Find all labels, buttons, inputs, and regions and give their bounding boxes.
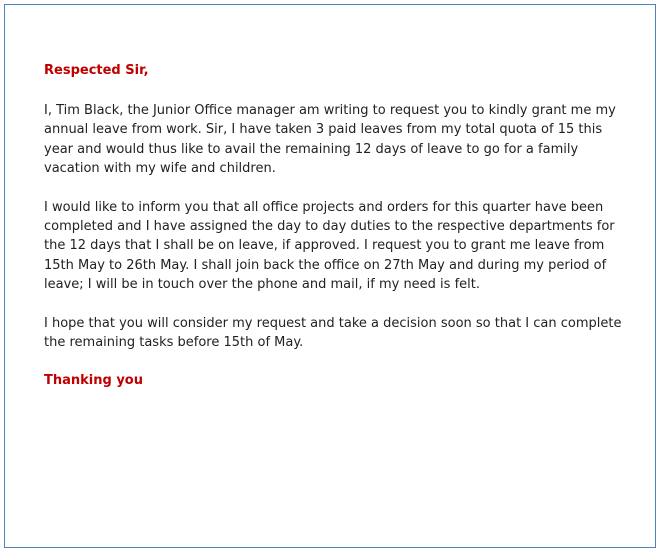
letter-frame: [4, 4, 656, 548]
paragraph-intro: I, Tim Black, the Junior Office manager am writing to request you to kindly grant me my annual leave from work. Sir, I have taken 3 paid leaves from my total quota of 15 this year and would thus like to avail the remaining 12 days of leave to go for a family vacation with my wife and children.: [44, 103, 616, 176]
salutation: Respected Sir,: [44, 63, 149, 78]
paragraph-request: I hope that you will consider my request and take a decision soon so that I can complete the remaining tasks before 15th of May.: [44, 316, 622, 351]
closing: Thanking you: [44, 373, 143, 389]
paragraph-details: I would like to inform you that all office projects and orders for this quarter have been completed and I have assigned the day to day duties to the respective departments for the 12 days that I shall be on leave, if approved. I request you to grant me leave from 15th May to 26th May. I shall join back the office on 27th May and during my period of leave; I will be in touch over the phone and mail, if my need is felt.: [44, 200, 615, 292]
leave-request-letter: [44, 61, 624, 391]
